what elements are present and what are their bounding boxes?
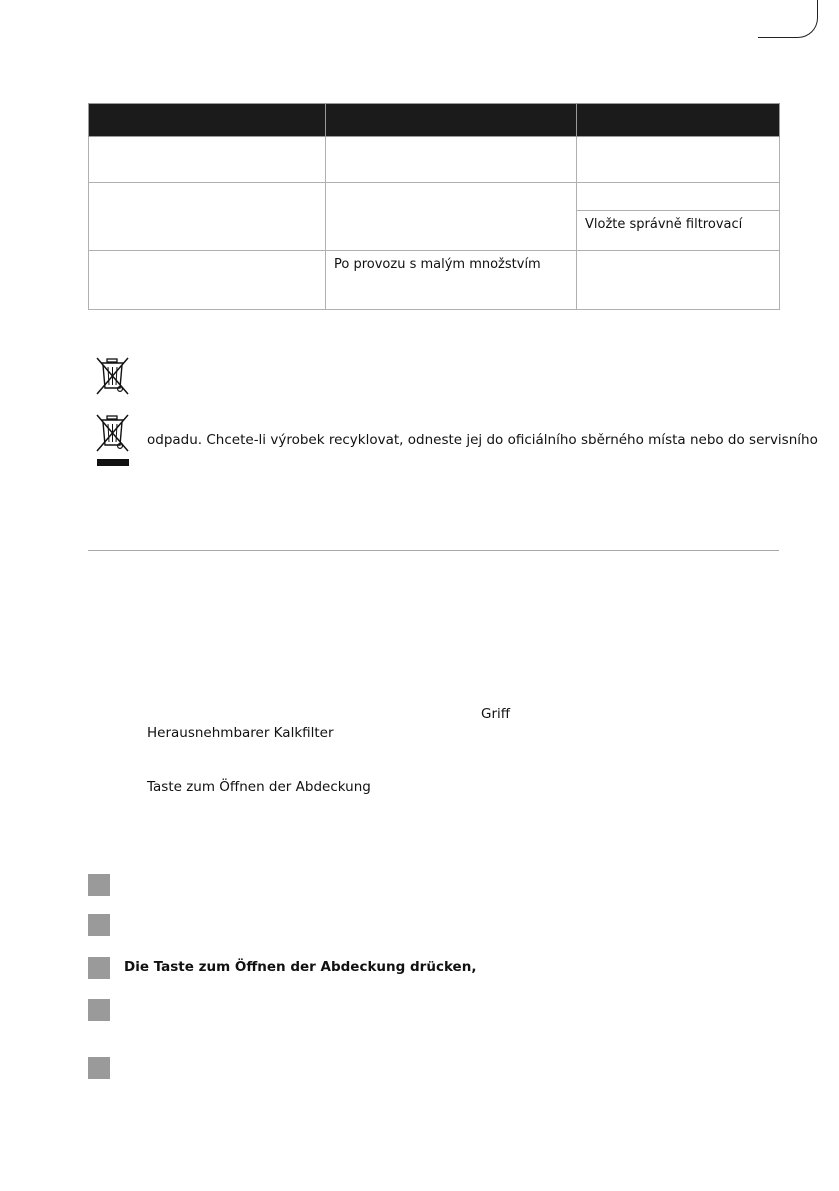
- table-cell: [577, 137, 780, 183]
- section-divider: [88, 550, 779, 551]
- step-text: Die Taste zum Öffnen der Abdeckung drücken,: [124, 959, 477, 975]
- table-cell: Vložte správně filtrovací: [577, 211, 780, 251]
- crossed-out-wheelie-bin-icon: [95, 356, 131, 396]
- step-marker: [88, 874, 110, 896]
- table-cell: [326, 137, 577, 183]
- step-marker: [88, 957, 110, 979]
- table-cell: [89, 251, 326, 310]
- table-cell: Po provozu s malým množstvím: [326, 251, 577, 310]
- table-row: [89, 183, 780, 211]
- table-row: [89, 251, 780, 310]
- table-cell: [89, 183, 326, 251]
- table-cell: [326, 183, 577, 251]
- part-label-griff: Griff: [481, 706, 511, 722]
- table-header-row: [89, 104, 780, 137]
- step-marker: [88, 1057, 110, 1079]
- table-row: [89, 137, 780, 183]
- step-marker: [88, 914, 110, 936]
- troubleshooting-table: [88, 103, 780, 310]
- table-header-cell: [89, 104, 326, 137]
- table-cell: [577, 183, 780, 211]
- table-cell: [89, 137, 326, 183]
- crossed-out-wheelie-bin-with-bar-icon: [95, 413, 131, 469]
- table-cell: [577, 251, 780, 310]
- step-marker: [88, 999, 110, 1021]
- part-label-taste: Taste zum Öffnen der Abdeckung: [147, 779, 371, 795]
- table-header-cell: [577, 104, 780, 137]
- disposal-text-line-2: odpadu. Chcete-li výrobek recyklovat, odneste jej do oficiálního sběrného místa nebo do servisního: [147, 432, 818, 448]
- page-corner-mark: [758, 0, 818, 38]
- table-header-cell: [326, 104, 577, 137]
- part-label-kalkfilter: Herausnehmbarer Kalkfilter: [147, 725, 334, 741]
